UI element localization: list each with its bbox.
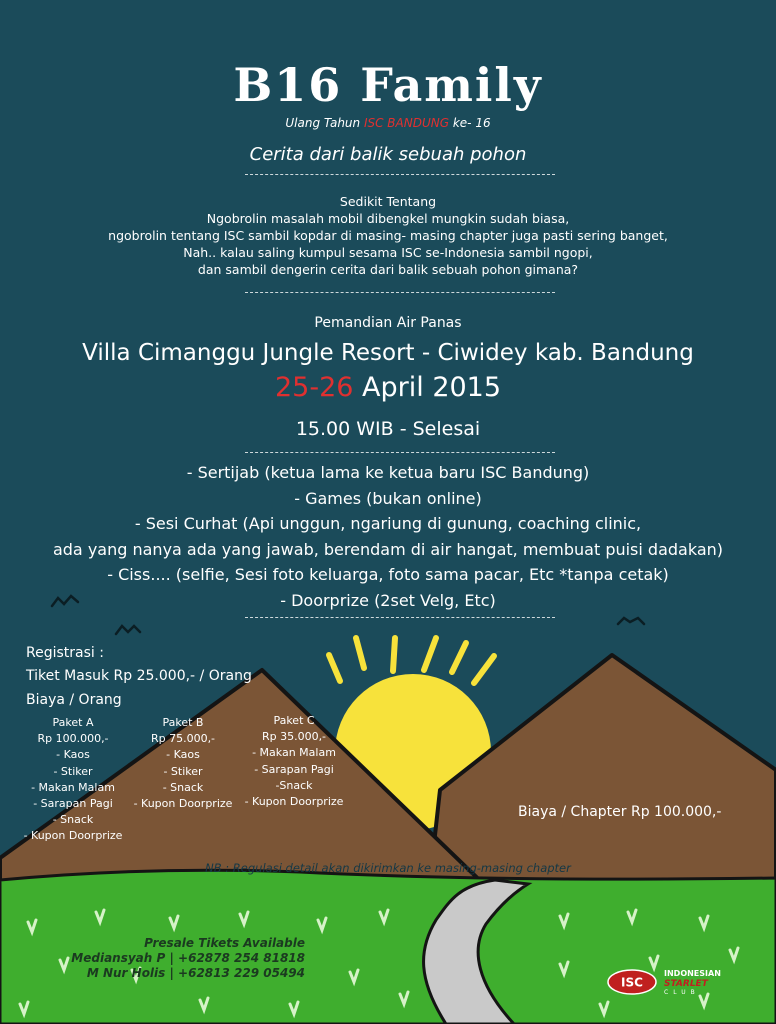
ticket-price: Tiket Masuk Rp 25.000,- / Orang: [26, 668, 252, 684]
mountain-right: [430, 655, 776, 880]
package-price: Rp 100.000,-: [37, 732, 109, 746]
package-item: - Makan Malam: [252, 746, 336, 760]
presale-contact[interactable]: M Nur Holis | +62813 229 05494: [86, 966, 305, 980]
poster-tagline: Cerita dari balik sebuah pohon: [249, 144, 527, 165]
event-time: 15.00 WIB - Selesai: [295, 418, 481, 440]
svg-text:CLUB: CLUB: [664, 989, 700, 996]
package-item: - Snack: [162, 780, 204, 794]
about-line: Nah.. kalau saling kumpul sesama ISC se-Indonesia sambil ngopi,: [183, 245, 593, 260]
about-line: dan sambil dengerin cerita dari balik sebuah pohon gimana?: [197, 262, 579, 277]
presale-label: Presale Tikets Available: [144, 936, 305, 950]
package-item: - Makan Malam: [31, 780, 115, 794]
about-line: Ngobrolin masalah mobil dibengkel mungkin sudah biasa,: [206, 211, 570, 226]
package-item: - Kupon Doorprize: [244, 795, 344, 809]
package-a: [20, 715, 126, 845]
package-item: - Stiker: [163, 764, 203, 778]
package-item: - Snack: [52, 813, 94, 827]
package-name: Paket B: [162, 716, 204, 729]
event-date: 25-26 April 2015: [274, 372, 502, 403]
svg-text:INDONESIAN: INDONESIAN: [664, 969, 721, 978]
about-section: [0, 193, 776, 278]
package-item: - Stiker: [53, 764, 93, 778]
divider: [245, 617, 555, 618]
package-item: - Sarapan Pagi: [254, 762, 334, 776]
agenda-item: - Sertijab (ketua lama ke ketua baru ISC Bandung): [186, 463, 590, 482]
package-price: Rp 35.000,-: [261, 730, 327, 744]
package-name: Paket C: [273, 714, 315, 727]
svg-text:ISC: ISC: [621, 975, 643, 990]
registration-label: Registrasi :: [26, 645, 104, 661]
isc-logo: [604, 966, 744, 996]
package-b: [130, 715, 236, 812]
about-line: ngobrolin tentang ISC sambil kopdar di masing- masing chapter juga pasti sering banget,: [108, 228, 668, 243]
package-item: - Kaos: [166, 748, 200, 762]
package-c: [240, 713, 348, 810]
regulation-note: NB : Regulasi detail akan dikirimkan ke masing-masing chapter: [205, 861, 571, 875]
package-item: - Kaos: [56, 748, 90, 762]
package-name: Paket A: [52, 716, 94, 729]
venue-name: Villa Cimanggu Jungle Resort - Ciwidey kab. Bandung: [82, 340, 694, 366]
package-item: - Kupon Doorprize: [23, 829, 123, 843]
poster-subtitle: Ulang Tahun ISC BANDUNG ke- 16: [285, 116, 491, 130]
poster-title: B16 Family: [233, 58, 543, 112]
divider: [245, 292, 555, 293]
isc-logo-icon: [604, 966, 744, 996]
package-item: - Sarapan Pagi: [33, 797, 113, 811]
divider: [245, 174, 555, 175]
agenda-item: ada yang nanya ada yang jawab, berendam di air hangat, membuat puisi dadakan): [52, 539, 724, 559]
agenda-item: - Doorprize (2set Velg, Etc): [280, 590, 496, 610]
venue-label: Pemandian Air Panas: [314, 315, 462, 331]
presale-info: [40, 936, 305, 981]
agenda-item: - Ciss.... (selfie, Sesi foto keluarga, foto sama pacar, Etc *tanpa cetak): [107, 565, 669, 584]
agenda-item: - Sesi Curhat (Api unggun, ngariung di gunung, coaching clinic,: [134, 514, 642, 533]
chapter-cost: Biaya / Chapter Rp 100.000,-: [518, 804, 722, 820]
package-item: - Kupon Doorprize: [133, 797, 233, 811]
agenda-list: [0, 460, 776, 613]
about-heading: Sedikit Tentang: [339, 194, 437, 209]
divider: [245, 452, 555, 453]
svg-text:STARLET: STARLET: [664, 979, 708, 989]
package-price: Rp 75.000,-: [150, 732, 216, 746]
presale-contact[interactable]: Mediansyah P | +62878 254 81818: [71, 951, 305, 965]
package-item: -Snack: [275, 778, 313, 792]
cost-per-person-label: Biaya / Orang: [26, 692, 122, 708]
agenda-item: - Games (bukan online): [294, 488, 482, 508]
